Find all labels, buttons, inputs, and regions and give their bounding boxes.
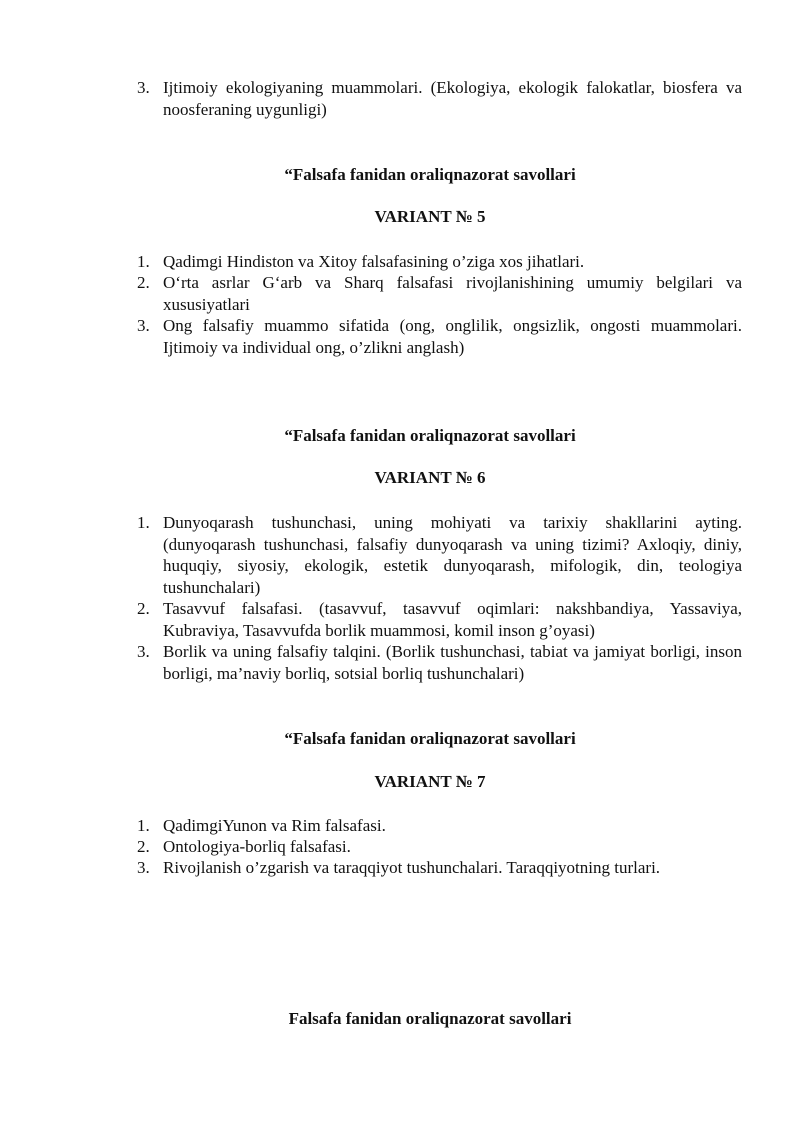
- list-item-text: Rivojlanish o’zgarish va taraqqiyot tushunchalari. Taraqqiyotning turlari.: [163, 858, 661, 877]
- list-item-number: 2.: [137, 273, 150, 292]
- section-heading: Falsafa fanidan oraliqnazorat savollari: [288, 1009, 572, 1028]
- list-item-number: 3.: [137, 316, 150, 335]
- section-heading: “Falsafa fanidan oraliqnazorat savollari: [284, 729, 576, 748]
- list-item: [137, 836, 742, 858]
- list-item-number: 3.: [137, 78, 150, 97]
- list-item: [137, 815, 742, 837]
- list-item-text: Ijtimoiy ekologiyaning muammolari. (Ekologiya, ekologik falokatlar, biosfera va noosferaning uygunligi): [163, 78, 742, 119]
- list-item-text: Ong falsafiy muammo sifatida (ong, onglilik, ongsizlik, ongosti muammolari. Ijtimoiy va individual ong, o’zlikni anglash): [163, 316, 742, 357]
- list-item: [137, 251, 742, 273]
- list-item: [137, 315, 742, 358]
- list-item-text: Ontologiya-borliq falsafasi.: [163, 837, 351, 856]
- section-heading: “Falsafa fanidan oraliqnazorat savollari: [284, 165, 576, 184]
- list-item-number: 3.: [137, 858, 150, 877]
- list-item: [137, 512, 742, 598]
- list-item-text: O‘rta asrlar G‘arb va Sharq falsafasi rivojlanishining umumiy belgilari va xususiyatlari: [163, 273, 742, 314]
- list-item-text: Borlik va uning falsafiy talqini. (Borlik tushunchasi, tabiat va jamiyat borligi, inson borligi, ma’naviy borliq, sotsial borliq tushunchalari): [163, 642, 742, 683]
- list-item-text: QadimgiYunon va Rim falsafasi.: [163, 816, 386, 835]
- variant-title: VARIANT № 7: [374, 772, 486, 791]
- list-item: [137, 641, 742, 684]
- list-item-text: Dunyoqarash tushunchasi, uning mohiyati va tarixiy shakllarini ayting. (dunyoqarash tushunchasi, falsafiy dunyoqarash va uning tizimi? Axloqiy, diniy, huquqiy, siyosiy, ekologik, estetik dunyoqarash, mifologik, din, teologiya tushunchalari): [163, 513, 742, 597]
- list-item-number: 2.: [137, 599, 150, 618]
- list-item: [137, 272, 742, 315]
- list-item-text: Tasavvuf falsafasi. (tasavvuf, tasavvuf oqimlari: nakshbandiya, Yassaviya, Kubraviya, Tasavvufda borlik muammosi, komil inson g’oyasi): [163, 599, 742, 640]
- list-item-text: Qadimgi Hindiston va Xitoy falsafasining o’ziga xos jihatlari.: [163, 252, 585, 271]
- list-item-number: 1.: [137, 252, 150, 271]
- list-item: [137, 857, 742, 879]
- list-item: [137, 598, 742, 641]
- list-item-number: 1.: [137, 816, 150, 835]
- list-item-number: 2.: [137, 837, 150, 856]
- list-item-number: 3.: [137, 642, 150, 661]
- list-item-number: 1.: [137, 513, 150, 532]
- variant-title: VARIANT № 6: [374, 468, 486, 487]
- variant-title: VARIANT № 5: [374, 207, 486, 226]
- list-item: [137, 77, 742, 120]
- section-heading: “Falsafa fanidan oraliqnazorat savollari: [284, 426, 576, 445]
